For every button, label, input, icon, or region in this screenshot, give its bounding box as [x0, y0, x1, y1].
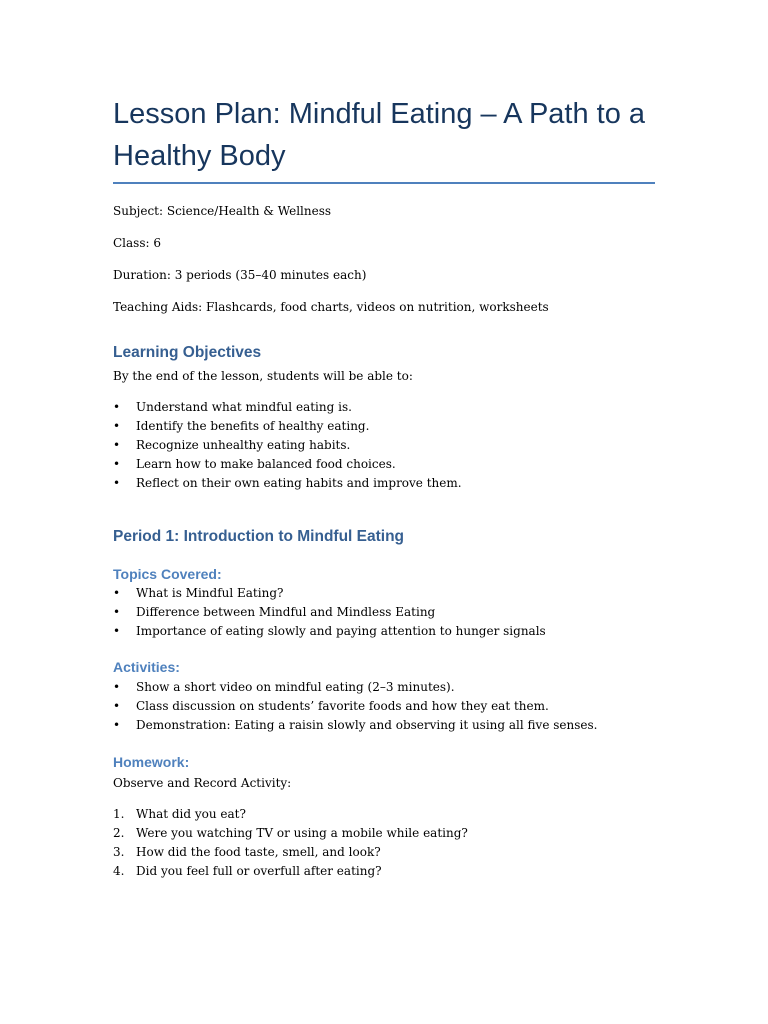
activities-heading: Activities:: [113, 659, 180, 675]
learning-objectives-heading: Learning Objectives: [113, 344, 262, 361]
objectives-list: [113, 398, 655, 493]
homework-heading: Homework:: [113, 754, 190, 770]
bullet-icon: •: [113, 438, 121, 452]
lesson-meta: [113, 202, 655, 330]
list-item: • Reflect on their own eating habits and improve them.: [113, 474, 655, 493]
document-page: [113, 0, 655, 881]
homework-questions-list: [113, 805, 655, 881]
homework-intro: Observe and Record Activity:: [113, 776, 292, 790]
topics-covered-heading: Topics Covered:: [113, 566, 222, 582]
bullet-icon: •: [113, 699, 121, 713]
bullet-icon: •: [113, 605, 121, 619]
meta-duration: Duration: 3 periods (35–40 minutes each): [113, 268, 367, 282]
activities-list: [113, 678, 655, 735]
meta-teaching-aids: Teaching Aids: Flashcards, food charts, videos on nutrition, worksheets: [113, 300, 549, 314]
bullet-icon: •: [113, 586, 121, 600]
list-item: • Demonstration: Eating a raisin slowly and observing it using all five senses.: [113, 716, 655, 735]
list-item: 3. How did the food taste, smell, and look?: [113, 845, 381, 859]
document-title: Lesson Plan: Mindful Eating – A Path to a Healthy Body: [113, 98, 646, 172]
list-item: • Recognize unhealthy eating habits.: [113, 436, 655, 455]
topics-list: [113, 584, 655, 641]
list-item: • Understand what mindful eating is.: [113, 398, 655, 417]
list-item: 1. What did you eat?: [113, 807, 246, 821]
meta-subject: Subject: Science/Health & Wellness: [113, 204, 332, 218]
list-item: • Class discussion on students’ favorite foods and how they eat them.: [113, 697, 655, 716]
period-1-section: [113, 526, 655, 881]
list-item: 2. Were you watching TV or using a mobile while eating?: [113, 826, 468, 840]
list-item: • Show a short video on mindful eating (2–3 minutes).: [113, 678, 655, 697]
learning-objectives-section: [113, 342, 655, 493]
period-1-heading: Period 1: Introduction to Mindful Eating: [113, 528, 405, 545]
list-item: • Difference between Mindful and Mindless Eating: [113, 603, 655, 622]
list-item: • Learn how to make balanced food choices.: [113, 455, 655, 474]
list-item: 4. Did you feel full or overfull after eating?: [113, 864, 382, 878]
list-item: • Identify the benefits of healthy eating.: [113, 417, 655, 436]
bullet-icon: •: [113, 718, 121, 732]
title-underline: [113, 182, 655, 184]
bullet-icon: •: [113, 680, 121, 694]
objectives-intro: By the end of the lesson, students will be able to:: [113, 369, 413, 383]
bullet-icon: •: [113, 624, 121, 638]
bullet-icon: •: [113, 419, 121, 433]
list-item: • Importance of eating slowly and paying attention to hunger signals: [113, 622, 655, 641]
bullet-icon: •: [113, 476, 121, 490]
bullet-icon: •: [113, 457, 121, 471]
bullet-icon: •: [113, 400, 121, 414]
list-item: • What is Mindful Eating?: [113, 584, 655, 603]
meta-class: Class: 6: [113, 236, 161, 250]
